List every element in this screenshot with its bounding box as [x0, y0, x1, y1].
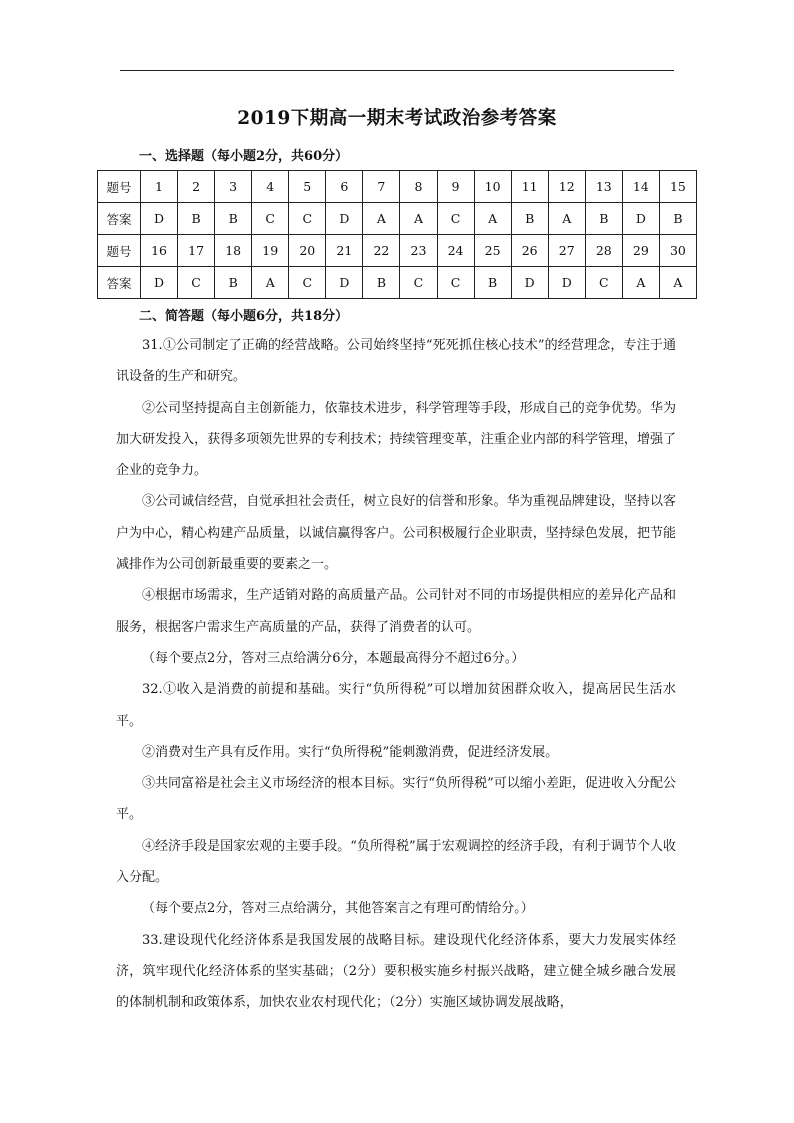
table-cell: 21 [326, 235, 363, 267]
table-row [98, 235, 697, 267]
answer-paragraph: （每个要点2分，答对三点给满分，其他答案言之有理可酌情给分。） [142, 901, 534, 917]
answer-paragraph: ④经济手段是国家宏观的主要手段。“负所得税”属于宏观调控的经济手段，有利于调节个人收入分配。 [116, 838, 676, 886]
table-cell: A [363, 203, 400, 235]
page-title: 2019下期高一期末考试政治参考答案 [237, 108, 557, 129]
answer-paragraph: ③共同富裕是社会主义市场经济的根本目标。实行“负所得税”可以缩小差距，促进收入分配公平。 [116, 776, 676, 823]
table-cell: B [215, 267, 252, 299]
table-cell: A [622, 267, 659, 299]
table-cell: C [437, 203, 474, 235]
table-cell: 3 [215, 171, 252, 203]
table-cell: 24 [437, 235, 474, 267]
table-cell: 13 [585, 171, 622, 203]
table-cell: 29 [622, 235, 659, 267]
table-cell: B [363, 267, 400, 299]
table-cell: 11 [511, 171, 548, 203]
table-cell: A [252, 267, 289, 299]
table-cell: B [178, 203, 215, 235]
table-cell: B [659, 203, 696, 235]
table-cell: C [585, 267, 622, 299]
table-cell: C [289, 203, 326, 235]
table-cell: 17 [178, 235, 215, 267]
table-cell: D [622, 203, 659, 235]
short-answer-body [116, 330, 676, 1019]
table-cell: 8 [400, 171, 437, 203]
table-cell: D [511, 267, 548, 299]
table-cell: 4 [252, 171, 289, 203]
row-label: 题号 [98, 171, 141, 203]
table-cell: 28 [585, 235, 622, 267]
table-cell: B [474, 267, 511, 299]
table-cell: 10 [474, 171, 511, 203]
table-cell: A [400, 203, 437, 235]
table-cell: 18 [215, 235, 252, 267]
table-cell: A [659, 267, 696, 299]
table-row [98, 267, 697, 299]
table-cell: 7 [363, 171, 400, 203]
table-cell: B [585, 203, 622, 235]
table-cell: 14 [622, 171, 659, 203]
table-cell: 30 [659, 235, 696, 267]
table-cell: D [548, 267, 585, 299]
table-cell: 25 [474, 235, 511, 267]
table-cell: 22 [363, 235, 400, 267]
table-cell: 23 [400, 235, 437, 267]
table-cell: 9 [437, 171, 474, 203]
section-heading-multiple-choice: 一、选择题（每小题2分，共60分） [139, 149, 349, 164]
table-cell: 2 [178, 171, 215, 203]
answer-table [97, 170, 697, 299]
table-cell: C [437, 267, 474, 299]
table-cell: B [511, 203, 548, 235]
table-row [98, 203, 697, 235]
row-label: 答案 [98, 267, 141, 299]
answer-paragraph: ②公司坚持提高自主创新能力，依靠技术进步，科学管理等手段，形成自己的竞争优势。华为加大研发投入，获得多项领先世界的专利技术；持续管理变革，注重企业内部的科学管理，增强了企业的竞争力。 [116, 400, 676, 479]
table-cell: 20 [289, 235, 326, 267]
answer-paragraph: 31.①公司制定了正确的经营战略。公司始终坚持“死死抓住核心技术”的经营理念，专注于通讯设备的生产和研究。 [116, 338, 676, 385]
answer-paragraph: （每个要点2分，答对三点给满分6分，本题最高得分不超过6分。） [142, 650, 525, 666]
table-cell: C [289, 267, 326, 299]
table-cell: A [474, 203, 511, 235]
table-cell: D [326, 267, 363, 299]
table-cell: C [400, 267, 437, 299]
answer-paragraph: 33.建设现代化经济体系是我国发展的战略目标。建设现代化经济体系，要大力发展实体经济，筑牢现代化经济体系的坚实基础；（2分）要积极实施乡村振兴战略，建立健全城乡融合发展的体制机制和政策体系，加快农业农村现代化；（2分）实施区域协调发展战略， [116, 932, 676, 1011]
table-cell: B [215, 203, 252, 235]
header-rule [120, 70, 674, 71]
answer-paragraph: ②消费对生产具有反作用。实行“负所得税”能刺激消费，促进经济发展。 [142, 744, 559, 760]
table-cell: A [548, 203, 585, 235]
table-cell: 12 [548, 171, 585, 203]
row-label: 题号 [98, 235, 141, 267]
answer-paragraph: ③公司诚信经营，自觉承担社会责任，树立良好的信誉和形象。华为重视品牌建设，坚持以客户为中心，精心构建产品质量，以诚信赢得客户。公司积极履行企业职责，坚持绿色发展，把节能减排作为公司创新最重要的要素之一。 [116, 494, 676, 573]
table-cell: 5 [289, 171, 326, 203]
table-cell: C [252, 203, 289, 235]
table-cell: 19 [252, 235, 289, 267]
table-cell: D [326, 203, 363, 235]
answer-paragraph: 32.①收入是消费的前提和基础。实行“负所得税”可以增加贫困群众收入，提高居民生活水平。 [116, 682, 676, 729]
table-cell: 26 [511, 235, 548, 267]
row-label: 答案 [98, 203, 141, 235]
section-heading-short-answer: 二、简答题（每小题6分，共18分） [139, 309, 349, 324]
table-cell: C [178, 267, 215, 299]
table-cell: 15 [659, 171, 696, 203]
table-cell: 16 [141, 235, 178, 267]
table-row [98, 171, 697, 203]
answer-paragraph: ④根据市场需求，生产适销对路的高质量产品。公司针对不同的市场提供相应的差异化产品和服务，根据客户需求生产高质量的产品，获得了消费者的认可。 [116, 588, 676, 635]
table-cell: 27 [548, 235, 585, 267]
table-cell: 6 [326, 171, 363, 203]
table-cell: D [141, 267, 178, 299]
table-cell: D [141, 203, 178, 235]
table-cell: 1 [141, 171, 178, 203]
